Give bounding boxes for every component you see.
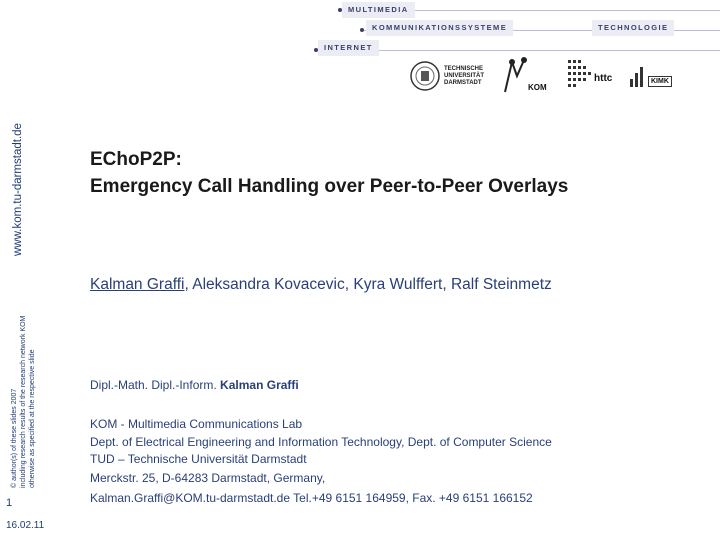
banner-technologie: TECHNOLOGIE: [592, 20, 674, 36]
contact-name: Kalman Graffi: [220, 378, 299, 392]
kom-figures-icon: [502, 56, 528, 96]
authors-rest: , Aleksandra Kovacevic, Kyra Wulffert, Ralf Steinmetz: [184, 276, 552, 293]
contact-name-line: [90, 378, 299, 392]
slide-title: [90, 146, 568, 200]
authors: [90, 276, 552, 294]
kimk-label: KIMK: [648, 76, 672, 87]
banner-dot-3: [314, 48, 318, 52]
kimk-bars-icon: [628, 61, 648, 91]
contact-email-phone[interactable]: Kalman.Graffi@KOM.tu-darmstadt.de Tel.+49 6151 164959, Fax. +49 6151 166152: [90, 491, 533, 505]
tu-darmstadt-logo: TECHNISCHE UNIVERSITÄT DARMSTADT: [410, 52, 498, 100]
contact-address: Merckstr. 25, D-64283 Darmstadt, Germany,: [90, 471, 326, 485]
sidebar-copyright: © author(s) of these slides 2007 including research results of the research network KOM otherwise as specified at the respective slide: [11, 315, 36, 488]
slide-number: 1: [6, 497, 13, 509]
title-line-1: EChoP2P:: [90, 149, 182, 170]
kom-label: KOM: [528, 82, 547, 92]
httc-dots-icon: [566, 56, 594, 96]
banner-dot-2: [360, 28, 364, 32]
httc-logo: [566, 52, 620, 100]
slide-date: 16.02.11: [6, 520, 45, 531]
title-line-2: Emergency Call Handling over Peer-to-Peer Overlays: [90, 176, 569, 197]
contact-degree: Dipl.-Math. Dipl.-Inform.: [90, 378, 217, 392]
banner-dot-1: [338, 8, 342, 12]
author-first-link[interactable]: Kalman Graffi: [90, 276, 185, 293]
httc-label: httc: [594, 72, 613, 84]
kom-logo: [502, 52, 556, 100]
contact-lab: KOM - Multimedia Communications Lab: [90, 417, 303, 431]
sidebar-url[interactable]: www.kom.tu-darmstadt.de: [12, 123, 24, 256]
contact-university: TUD – Technische Universität Darmstadt: [90, 452, 307, 466]
kimk-logo: [628, 52, 688, 100]
banner-multimedia: MULTIMEDIA: [342, 2, 415, 18]
banner-kommunikationssysteme: KOMMUNIKATIONSSYSTEME: [366, 20, 513, 36]
banner-internet: INTERNET: [318, 40, 379, 56]
contact-dept: Dept. of Electrical Engineering and Information Technology, Dept. of Computer Science: [90, 435, 552, 449]
tu-seal-icon: [410, 58, 440, 94]
